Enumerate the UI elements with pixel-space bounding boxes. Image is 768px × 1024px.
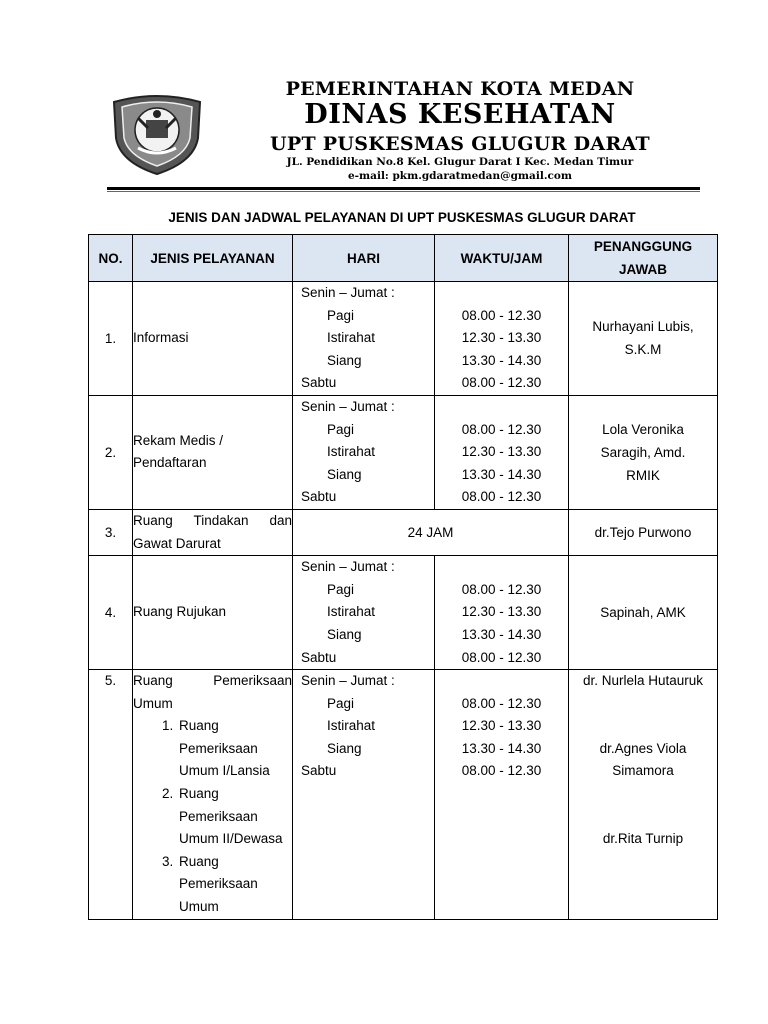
row-penanggung-jawab <box>569 395 718 509</box>
hari-siang: Siang <box>327 352 362 368</box>
hari-weekdays: Senin – Jumat : <box>301 559 395 575</box>
waktu-siang: 13.30 - 14.30 <box>461 626 542 642</box>
row-penanggung-jawab: Sapinah, AMK <box>569 556 718 670</box>
waktu-pagi: 08.00 - 12.30 <box>461 581 542 597</box>
hari-siang: Siang <box>327 626 362 642</box>
row-jenis <box>133 395 293 509</box>
waktu-istirahat: 12.30 - 13.30 <box>461 444 542 460</box>
row-hari-waktu: 24 JAM <box>293 509 569 555</box>
letterhead-government: PEMERINTAHAN KOTA MEDAN <box>285 78 635 100</box>
pj-line: Simamora <box>612 763 674 779</box>
hari-weekdays: Senin – Jumat : <box>301 398 395 414</box>
waktu-siang: 13.30 - 14.30 <box>461 740 542 756</box>
table-row <box>89 509 718 555</box>
waktu-pagi: 08.00 - 12.30 <box>461 307 542 323</box>
row-no: 3. <box>89 509 133 555</box>
letterhead-email: e-mail: pkm.gdaratmedan@gmail.com <box>348 170 572 182</box>
hari-sabtu: Sabtu <box>301 649 337 665</box>
row-jenis <box>133 670 293 920</box>
table-row <box>89 556 718 670</box>
pj-line: RMIK <box>626 467 660 483</box>
hari-weekdays: Senin – Jumat : <box>301 673 395 689</box>
waktu-pagi: 08.00 - 12.30 <box>461 421 542 437</box>
jenis-sub-item: 1. Ruang Pemeriksaan Umum I/Lansia <box>177 715 292 783</box>
row-no: 2. <box>89 395 133 509</box>
pj-line: dr.Agnes Viola <box>599 740 687 756</box>
hari-pagi: Pagi <box>327 421 355 437</box>
row-hari <box>293 282 435 396</box>
letterhead-rule-thin <box>107 191 700 192</box>
header-no: NO. <box>89 235 133 282</box>
jenis-sub-item: 3. Ruang Pemeriksaan Umum <box>177 851 292 919</box>
waktu-sabtu: 08.00 - 12.30 <box>461 763 542 779</box>
jenis-sub-list <box>133 715 292 918</box>
header-penanggung-jawab <box>569 235 718 282</box>
table-row <box>89 395 718 509</box>
header-pj-line2: JAWAB <box>618 262 667 277</box>
row-penanggung-jawab <box>569 282 718 396</box>
waktu-sabtu: 08.00 - 12.30 <box>461 489 542 505</box>
pj-line: dr. Nurlela Hutauruk <box>582 673 704 689</box>
row-no: 4. <box>89 556 133 670</box>
row-penanggung-jawab: dr.Tejo Purwono <box>569 509 718 555</box>
waktu-pagi: 08.00 - 12.30 <box>461 695 542 711</box>
row-jenis: Ruang Tindakan dan Gawat Darurat <box>133 509 293 555</box>
hari-siang: Siang <box>327 466 362 482</box>
header-waktu: WAKTU/JAM <box>435 235 569 282</box>
service-schedule-table <box>88 234 718 920</box>
row-waktu <box>435 556 569 670</box>
jenis-sub-item: 2. Ruang Pemeriksaan Umum II/Dewasa <box>177 783 292 851</box>
hari-sabtu: Sabtu <box>301 763 337 779</box>
letterhead-rule-thick <box>107 187 700 190</box>
hari-istirahat: Istirahat <box>327 718 376 734</box>
table-row <box>89 670 718 920</box>
city-emblem-logo <box>108 88 206 176</box>
hari-istirahat: Istirahat <box>327 444 376 460</box>
waktu-sabtu: 08.00 - 12.30 <box>461 649 542 665</box>
pj-line: S.K.M <box>624 342 662 358</box>
row-no-text: 5. <box>104 673 117 689</box>
letterhead-unit: UPT PUSKESMAS GLUGUR DARAT <box>270 133 650 155</box>
pj-line: Saragih, Amd. <box>600 444 686 460</box>
row-no: 1. <box>89 282 133 396</box>
pj-line: Nurhayani Lubis, <box>592 319 694 335</box>
hari-weekdays: Senin – Jumat : <box>301 285 395 300</box>
header-jenis: JENIS PELAYANAN <box>133 235 293 282</box>
hari-istirahat: Istirahat <box>327 604 376 620</box>
row-no <box>89 670 133 920</box>
row-penanggung-jawab <box>569 670 718 920</box>
waktu-siang: 13.30 - 14.30 <box>461 352 542 368</box>
row-jenis: Ruang Rujukan <box>133 556 293 670</box>
row-hari <box>293 670 435 920</box>
hari-sabtu: Sabtu <box>301 375 337 391</box>
row-waktu <box>435 395 569 509</box>
letterhead-contact <box>240 155 680 183</box>
table-header-row <box>89 235 718 282</box>
waktu-istirahat: 12.30 - 13.30 <box>461 330 542 346</box>
hari-pagi: Pagi <box>327 581 355 597</box>
document-title: JENIS DAN JADWAL PELAYANAN DI UPT PUSKESMAS GLUGUR DARAT <box>168 210 636 225</box>
hari-siang: Siang <box>327 740 362 756</box>
jenis-main: Ruang Pemeriksaan Umum <box>133 673 292 711</box>
pj-line: dr.Rita Turnip <box>602 831 684 847</box>
header-pj-line1: PENANGGUNG <box>593 239 693 254</box>
hari-istirahat: Istirahat <box>327 330 376 346</box>
waktu-siang: 13.30 - 14.30 <box>461 466 542 482</box>
jenis-line: Rekam Medis / <box>133 432 224 448</box>
waktu-istirahat: 12.30 - 13.30 <box>461 718 542 734</box>
row-waktu <box>435 282 569 396</box>
hari-pagi: Pagi <box>327 307 355 323</box>
row-jenis: Informasi <box>133 282 293 396</box>
row-hari <box>293 556 435 670</box>
jenis-line: Pendaftaran <box>133 455 207 471</box>
waktu-sabtu: 08.00 - 12.30 <box>461 375 542 391</box>
hari-pagi: Pagi <box>327 695 355 711</box>
table-row <box>89 282 718 396</box>
row-waktu <box>435 670 569 920</box>
waktu-istirahat: 12.30 - 13.30 <box>461 604 542 620</box>
letterhead-address: JL. Pendidikan No.8 Kel. Glugur Darat I Kec. Medan Timur <box>286 156 634 168</box>
row-hari <box>293 395 435 509</box>
header-hari: HARI <box>293 235 435 282</box>
pj-line: Lola Veronika <box>602 421 684 437</box>
hari-sabtu: Sabtu <box>301 489 337 505</box>
letterhead-agency: DINAS KESEHATAN <box>304 99 616 130</box>
